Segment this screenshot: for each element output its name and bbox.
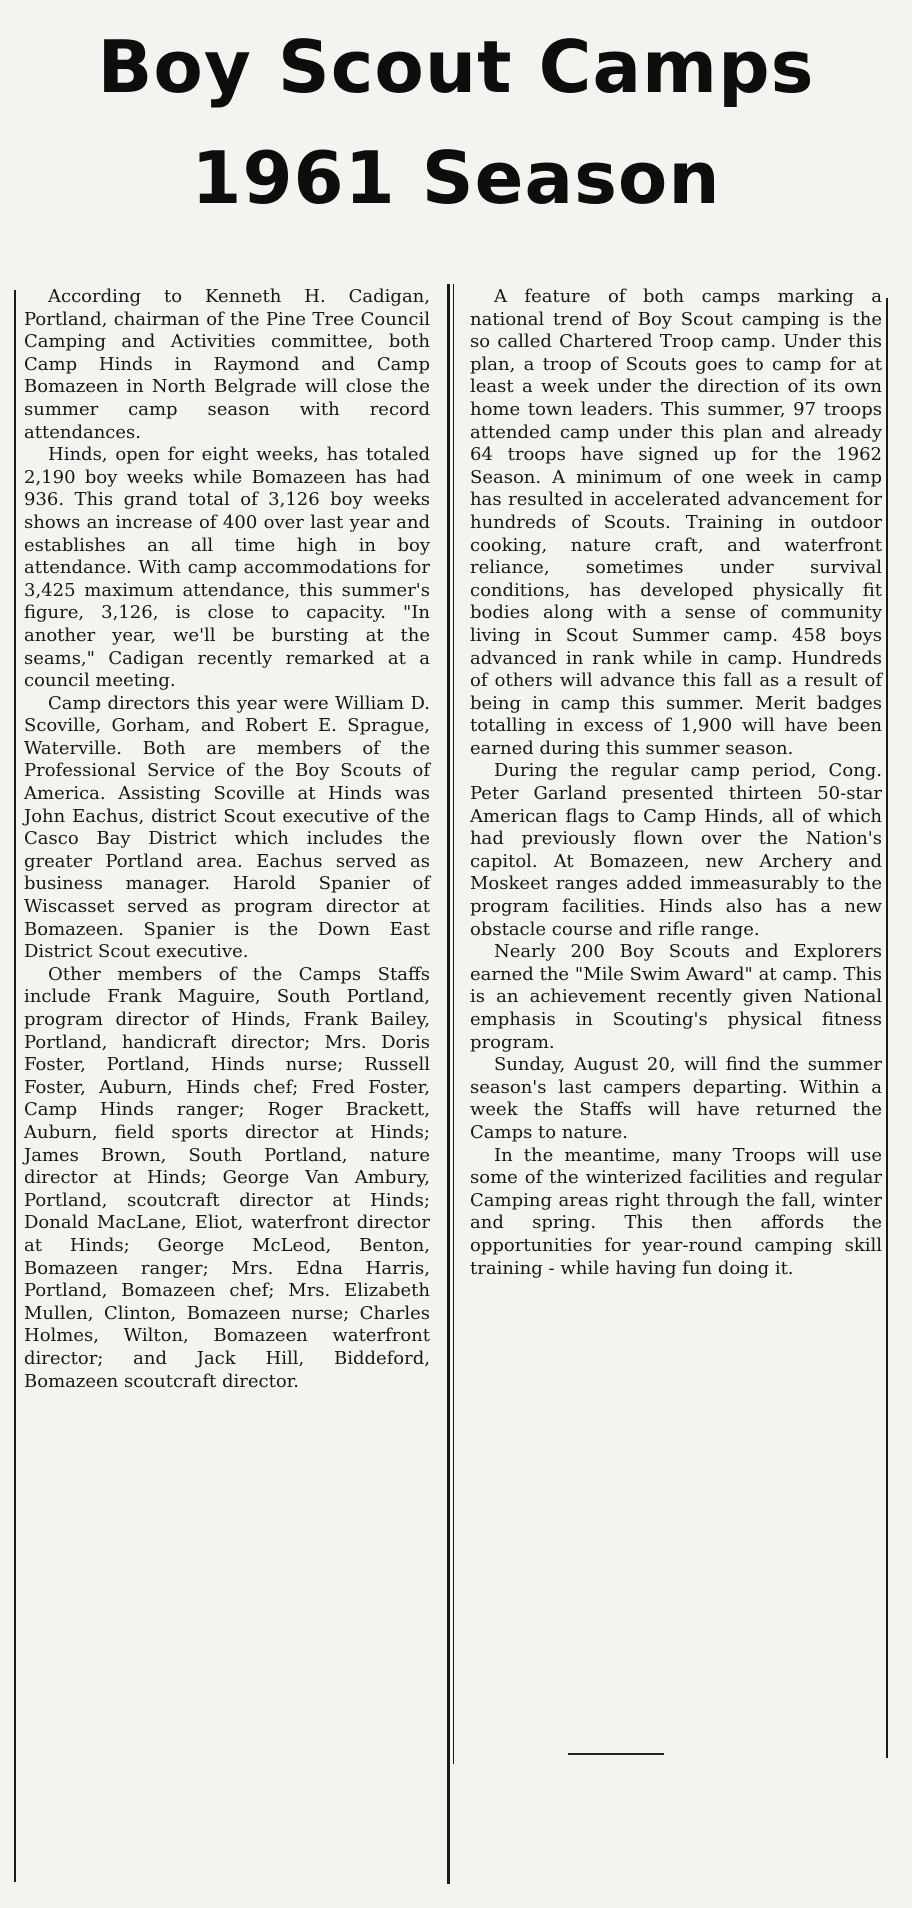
article-paragraph: Camp directors this year were William D. Scoville, Gorham, and Robert E. Sprague, Waterville. Both are members of the Professional Service of the Boy Scouts of America. Assisting Scoville at Hinds was John Eachus, district Scout executive of the Casco Bay District which includes the greater Portland area. Eachus served as business manager. Harold Spanier of Wiscasset served as program director at Bomazeen. Spanier is the Down East District Scout executive.: [24, 692, 430, 963]
headline-line-2: 1961 Season: [191, 136, 721, 220]
article-paragraph: According to Kenneth H. Cadigan, Portland, chairman of the Pine Tree Council Camping and Activities committee, both Camp Hinds in Raymond and Camp Bomazeen in North Belgrade will close the summer camp season with record attendances.: [24, 286, 430, 443]
article-paragraph: Nearly 200 Boy Scouts and Explorers earned the "Mile Swim Award" at camp. This is an achievement recently given National emphasis in Scouting's physical fitness program.: [470, 941, 882, 1053]
article-left-column: [24, 286, 430, 1393]
end-of-article-rule: [568, 1753, 664, 1755]
article-paragraph: Other members of the Camps Staffs include Frank Maguire, South Portland, program director of Hinds, Frank Bailey, Portland, handicraft director; Mrs. Doris Foster, Portland, Hinds nurse; Russell Foster, Auburn, Hinds chef; Fred Foster, Camp Hinds ranger; Roger Brackett, Auburn, field sports director at Hinds; James Brown, South Portland, nature director at Hinds; George Van Ambury, Portland, scoutcraft director at Hinds; Donald MacLane, Eliot, waterfront director at Hinds; George McLeod, Benton, Bomazeen ranger; Mrs. Edna Harris, Portland, Bomazeen chef; Mrs. Elizabeth Mullen, Clinton, Bomazeen nurse; Charles Holmes, Wilton, Bomazeen waterfront director; and Jack Hill, Biddeford, Bomazeen scoutcraft director.: [24, 963, 430, 1392]
right-column-border: [886, 298, 888, 1758]
headline-line-1: Boy Scout Camps: [97, 25, 815, 109]
column-divider: [447, 284, 450, 1884]
right-column-divider: [453, 284, 454, 1764]
left-column-border: [14, 290, 16, 1882]
article-paragraph: Hinds, open for eight weeks, has totaled 2,190 boy weeks while Bomazeen has had 936. This grand total of 3,126 boy weeks shows an increase of 400 over last year and establishes an all time high in boy attendance. With camp accommodations for 3,425 maximum attendance, this summer's figure, 3,126, is close to capacity. "In another year, we'll be bursting at the seams," Cadigan recently remarked at a council meeting.: [24, 444, 430, 692]
article-paragraph: Sunday, August 20, will find the summer season's last campers departing. Within a week the Staffs will have returned the Camps to nature.: [470, 1054, 882, 1143]
article-paragraph: In the meantime, many Troops will use some of the winterized facilities and regular Camping areas right through the fall, winter and spring. This then affords the opportunities for year-round camping skill training - while having fun doing it.: [470, 1144, 882, 1279]
article-paragraph: During the regular camp period, Cong. Peter Garland presented thirteen 50-star American flags to Camp Hinds, all of which had previously flown over the Nation's capitol. At Bomazeen, new Archery and Moskeet ranges added immeasurably to the program facilities. Hinds also has a new obstacle course and rifle range.: [470, 760, 882, 940]
article-right-column: [470, 286, 882, 1280]
article-paragraph: A feature of both camps marking a national trend of Boy Scout camping is the so called Chartered Troop camp. Under this plan, a troop of Scouts goes to camp for at least a week under the direction of its own home town leaders. This summer, 97 troops attended camp under this plan and already 64 troops have signed up for the 1962 Season. A minimum of one week in camp has resulted in accelerated advancement for hundreds of Scouts. Training in outdoor cooking, nature craft, and waterfront reliance, sometimes under survival conditions, has developed physically fit bodies along with a sense of community living in Scout Summer camp. 458 boys advanced in rank while in camp. Hundreds of others will advance this fall as a result of being in camp this summer. Merit badges totalling in excess of 1,900 will have been earned during this summer season.: [470, 286, 882, 759]
